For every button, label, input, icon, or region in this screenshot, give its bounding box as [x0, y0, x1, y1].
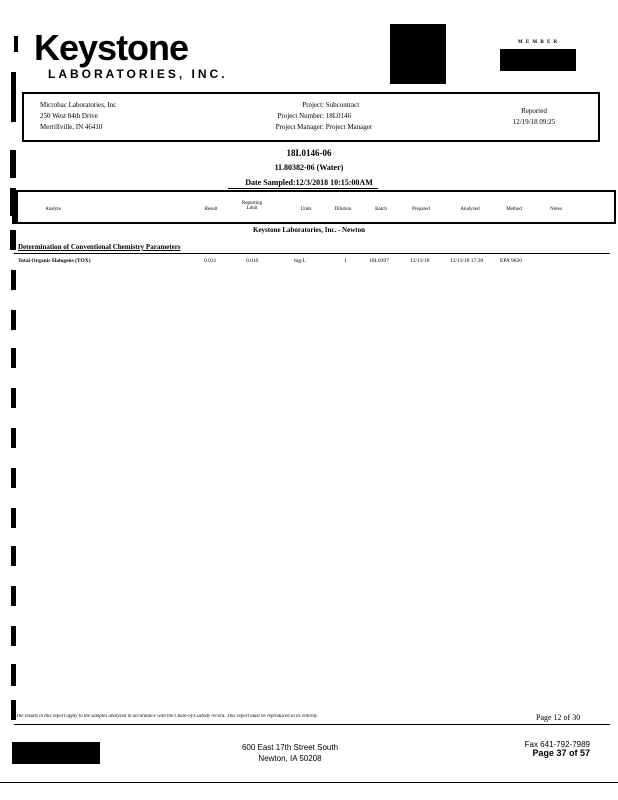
row-units: mg/L [294, 258, 306, 264]
col-reporting-limit [234, 201, 270, 211]
row-method: EPA 9020 [500, 258, 522, 264]
footer-address [190, 742, 390, 764]
row-result: 0.031 [204, 258, 217, 264]
member-label: M E M B E R [517, 40, 559, 45]
reported-label: Reported [521, 107, 547, 115]
sample-id: 18L0146-06 [286, 148, 332, 158]
project-info [224, 100, 424, 133]
col-method: Method [506, 207, 522, 212]
footer-redacted-block [12, 742, 100, 764]
client-address-2: Merrillville, IN 46410 [40, 123, 103, 131]
col-analyzed: Analyzed [460, 207, 480, 212]
row-prepared: 12/11/18 [410, 258, 430, 264]
row-analyte: Total Organic Halogens (TOX) [18, 258, 91, 264]
col-result: Result [204, 207, 218, 212]
col-prepared: Prepared [412, 207, 430, 212]
footer-fax: Fax 641-792-7989 [524, 740, 590, 749]
project-label: Project: [302, 101, 324, 109]
col-units: Units [300, 207, 312, 212]
project-value: Subcontract [325, 101, 360, 109]
report-header-box [22, 92, 600, 142]
footer-right [500, 740, 590, 758]
section-title: Determination of Conventional Chemistry Parameters [18, 243, 181, 251]
col-dilution: Dilution [334, 207, 352, 212]
footer-address-2: Newton, IA 50208 [258, 754, 322, 763]
redacted-block [390, 24, 446, 84]
company-logo: Keystone [34, 27, 189, 68]
col-reporting-label: Reporting [242, 201, 262, 206]
footer-page: Page 37 of 57 [532, 748, 590, 758]
project-number-value: 18L0146 [325, 112, 352, 120]
lab-name: Keystone Laboratories, Inc. - Newton [253, 226, 365, 234]
row-limit: 0.010 [246, 258, 259, 264]
disclaimer-text: The results in this report apply to the samples analyzed in accordance with the Chain-of-Custody record. This report must be reproduced in its entirety. [16, 714, 319, 719]
sample-lab-id: 1L80382-06 (Water) [274, 163, 344, 172]
reported-datetime: 12/19/18 09:25 [512, 118, 556, 126]
col-limit-label: Limit [246, 206, 258, 211]
footer-address-1: 600 East 17th Street South [241, 743, 339, 752]
row-analyzed: 12/11/18 17:30 [450, 258, 484, 264]
row-batch: 18L0397 [369, 258, 389, 264]
client-name: Microbac Laboratories, Inc [40, 101, 117, 109]
inner-page-number: Page 12 of 30 [536, 713, 581, 722]
date-sampled: Date Sampled:12/3/2018 10:15:00AM [245, 178, 373, 187]
col-batch: Batch [375, 207, 387, 212]
col-notes: Notes [550, 207, 562, 212]
member-badge [500, 40, 576, 72]
client-address-1: 250 West 84th Drive [40, 112, 98, 120]
col-analyte: Analyte [45, 207, 61, 212]
client-info [40, 100, 116, 133]
row-dilution: 1 [344, 258, 347, 264]
project-manager-value: Project Manager [325, 123, 373, 131]
company-subtitle: LABORATORIES, INC. [48, 67, 228, 81]
reported-info [494, 106, 574, 128]
project-number-label: Project Number: [277, 112, 324, 120]
project-manager-label: Project Manager: [275, 123, 324, 131]
